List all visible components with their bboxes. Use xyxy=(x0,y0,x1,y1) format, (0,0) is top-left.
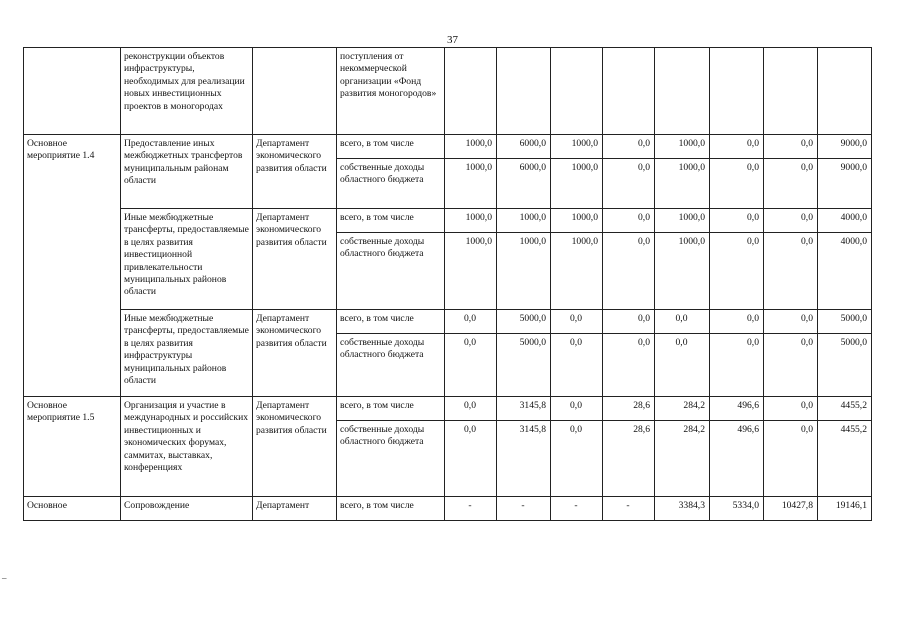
measure-name-cell: реконструкции объектов инфраструктуры, необходимых для реализации новых инвестиционных проектов в моногородах xyxy=(121,48,253,135)
source-cell: всего, в том числе xyxy=(337,209,445,233)
value-cell: 1000,0 xyxy=(445,135,497,159)
source-cell: всего, в том числе xyxy=(337,397,445,421)
value-cell: 5000,0 xyxy=(818,310,872,334)
table-row xyxy=(24,209,872,233)
value-cell: 4455,2 xyxy=(818,421,872,497)
value-cell: 0,0 xyxy=(710,233,764,310)
source-cell: поступления от некоммерческой организации «Фонд развития моногородов» xyxy=(337,48,445,135)
value-cell: 0,0 xyxy=(764,233,818,310)
value-cell: 0,0 xyxy=(710,135,764,159)
value-cell: 1000,0 xyxy=(497,233,551,310)
value-cell: - xyxy=(603,497,655,521)
value-cell: 496,6 xyxy=(710,397,764,421)
value-cell: 1000,0 xyxy=(655,159,710,209)
value-cell: 1000,0 xyxy=(445,159,497,209)
value-cell: 1000,0 xyxy=(445,209,497,233)
value-cell: 0,0 xyxy=(764,159,818,209)
value-cell: 28,6 xyxy=(603,397,655,421)
value-cell: 6000,0 xyxy=(497,135,551,159)
table-row xyxy=(24,135,872,159)
source-cell: всего, в том числе xyxy=(337,310,445,334)
value-cell: 3145,8 xyxy=(497,397,551,421)
value-cell: 0,0 xyxy=(551,334,603,397)
value-cell: 0,0 xyxy=(551,421,603,497)
value-cell: 0,0 xyxy=(551,397,603,421)
value-cell: 3384,3 xyxy=(655,497,710,521)
measure-name-cell: Предоставление иных межбюджетных трансфертов муниципальным районам области xyxy=(121,135,253,209)
value-cell: 0,0 xyxy=(603,310,655,334)
value-cell: 0,0 xyxy=(655,310,710,334)
executor-cell: Департамент экономического развития области xyxy=(253,397,337,497)
value-cell: 1000,0 xyxy=(551,135,603,159)
measure-name-cell: Сопровождение xyxy=(121,497,253,521)
source-cell: собственные доходы областного бюджета xyxy=(337,421,445,497)
value-cell: - xyxy=(551,497,603,521)
margin-mark: – xyxy=(2,573,7,583)
table-row xyxy=(24,397,872,421)
value-cell: 5000,0 xyxy=(497,310,551,334)
source-cell: собственные доходы областного бюджета xyxy=(337,233,445,310)
value-cell: 19146,1 xyxy=(818,497,872,521)
table-row xyxy=(24,497,872,521)
value-cell: 10427,8 xyxy=(764,497,818,521)
value-cell: 0,0 xyxy=(764,209,818,233)
value-cell: 0,0 xyxy=(445,397,497,421)
main-event-label: Основное мероприятие 1.4 xyxy=(24,135,121,397)
main-event-label: Основное мероприятие 1.5 xyxy=(24,397,121,497)
value-cell: 0,0 xyxy=(445,334,497,397)
table-row xyxy=(24,310,872,334)
value-cell: 1000,0 xyxy=(655,135,710,159)
value-cell: 0,0 xyxy=(551,310,603,334)
value-cell: 1000,0 xyxy=(655,233,710,310)
value-cell: 1000,0 xyxy=(497,209,551,233)
value-cell: 0,0 xyxy=(603,135,655,159)
financing-table xyxy=(23,47,872,521)
value-cell: 4455,2 xyxy=(818,397,872,421)
value-cell: 5334,0 xyxy=(710,497,764,521)
value-cell: 0,0 xyxy=(710,159,764,209)
source-cell: собственные доходы областного бюджета xyxy=(337,159,445,209)
value-cell: 1000,0 xyxy=(655,209,710,233)
value-cell: 0,0 xyxy=(764,334,818,397)
source-cell: собственные доходы областного бюджета xyxy=(337,334,445,397)
value-cell: 0,0 xyxy=(710,209,764,233)
value-cell: 284,2 xyxy=(655,397,710,421)
value-cell: 28,6 xyxy=(603,421,655,497)
measure-name-cell: Иные межбюджетные трансферты, предоставляемые в целях развития инфраструктуры муниципальных районов области xyxy=(121,310,253,397)
measure-name-cell: Иные межбюджетные трансферты, предоставляемые в целях развития инвестиционной привлекательности муниципальных районов области xyxy=(121,209,253,310)
value-cell: 284,2 xyxy=(655,421,710,497)
value-cell: 1000,0 xyxy=(551,159,603,209)
executor-cell: Департамент экономического развития области xyxy=(253,135,337,209)
value-cell: - xyxy=(445,497,497,521)
page-number: 37 xyxy=(447,34,458,46)
value-cell: 1000,0 xyxy=(551,209,603,233)
value-cell: 1000,0 xyxy=(551,233,603,310)
value-cell: - xyxy=(497,497,551,521)
value-cell: 0,0 xyxy=(603,209,655,233)
value-cell: 0,0 xyxy=(764,421,818,497)
table-row xyxy=(24,48,872,135)
measure-name-cell: Организация и участие в международных и российских инвестиционных и экономических форумах, саммитах, выставках, конференциях xyxy=(121,397,253,497)
executor-cell: Департамент xyxy=(253,497,337,521)
value-cell: 4000,0 xyxy=(818,233,872,310)
value-cell: 4000,0 xyxy=(818,209,872,233)
value-cell: 0,0 xyxy=(710,310,764,334)
event-cell xyxy=(24,48,121,135)
value-cell: 0,0 xyxy=(764,397,818,421)
value-cell: 0,0 xyxy=(445,310,497,334)
value-cell: 0,0 xyxy=(764,310,818,334)
value-cell: 0,0 xyxy=(603,159,655,209)
value-cell: 0,0 xyxy=(603,334,655,397)
value-cell: 5000,0 xyxy=(818,334,872,397)
executor-cell: Департамент экономического развития области xyxy=(253,310,337,397)
executor-cell xyxy=(253,48,337,135)
value-cell: 9000,0 xyxy=(818,135,872,159)
value-cell: 0,0 xyxy=(710,334,764,397)
value-cell: 1000,0 xyxy=(445,233,497,310)
value-cell: 0,0 xyxy=(764,135,818,159)
value-cell: 5000,0 xyxy=(497,334,551,397)
value-cell: 0,0 xyxy=(445,421,497,497)
source-cell: всего, в том числе xyxy=(337,135,445,159)
value-cell: 9000,0 xyxy=(818,159,872,209)
executor-cell: Департамент экономического развития области xyxy=(253,209,337,310)
source-cell: всего, в том числе xyxy=(337,497,445,521)
value-cell: 0,0 xyxy=(603,233,655,310)
value-cell: 6000,0 xyxy=(497,159,551,209)
value-cell: 496,6 xyxy=(710,421,764,497)
main-event-label: Основное xyxy=(24,497,121,521)
value-cell: 0,0 xyxy=(655,334,710,397)
value-cell: 3145,8 xyxy=(497,421,551,497)
